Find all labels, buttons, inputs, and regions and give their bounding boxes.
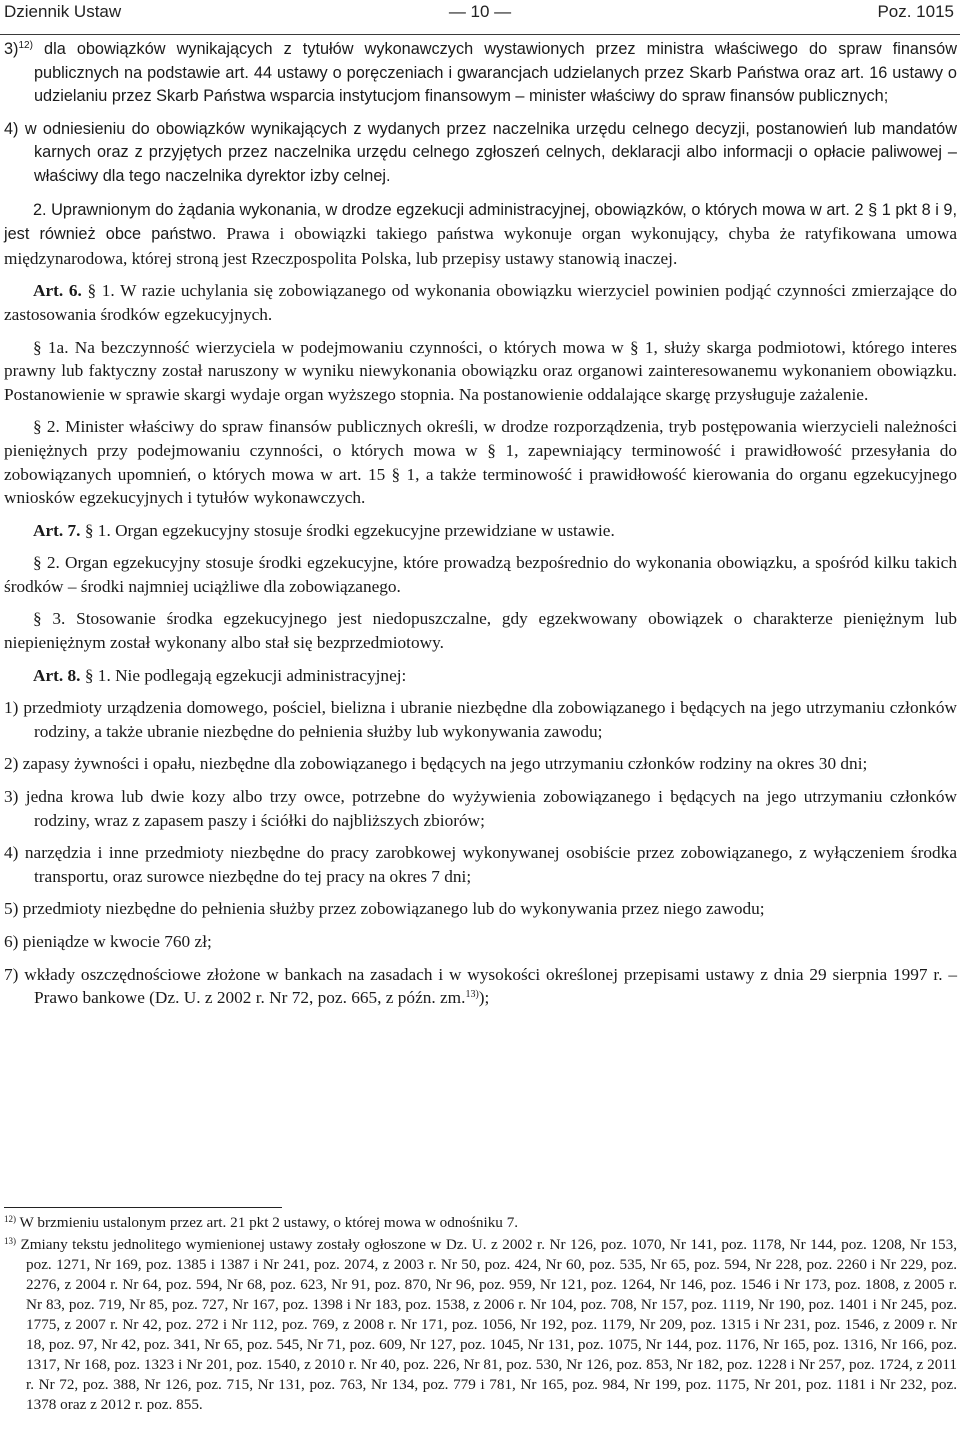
item-text: przedmioty niezbędne do pełnienia służby przez zobowiązanego lub do wykonywania przez niego zawodu; (18, 899, 765, 919)
footnote-13 (4, 1235, 957, 1415)
item-number: 5) (4, 899, 19, 919)
item-text: pieniądze w kwocie 760 zł; (18, 932, 212, 951)
item-text: przedmioty urządzenia domowego, pościel, bielizna i ubranie niezbędne dla zobowiązanego i będących na jego utrzymaniu członków rodziny, a także ubranie niezbędne do pełnienia służby lub wykonywania zawodu; (18, 698, 957, 741)
item-number: 6) (4, 932, 19, 951)
list-item (4, 841, 957, 888)
article-6 (4, 279, 957, 326)
list-item (4, 930, 957, 954)
article-label: Art. 8. (33, 665, 81, 685)
article-label: Art. 6. (33, 281, 82, 301)
paragraph-sec-2 (4, 198, 957, 271)
journal-title: Dziennik Ustaw (4, 2, 122, 21)
item-text: dla obowiązków wynikających z tytułów wykonawczych wystawionych przez ministra właściwego do spraw finansów publicznych na podstawie art. 44 ustawy o poręczeniach i gwarancjach udzielanych przez Skarb Państwa oraz art. 16 ustawy o udzielaniu przez Skarb Państwa wsparcia instytucjom finansowym – minister właściwy do spraw finansów publicznych; (32, 40, 957, 106)
item-text: zapasy żywności i opału, niezbędne dla zobowiązanego i będących na jego utrzymaniu członków rodziny na okres 30 dni; (18, 754, 868, 774)
list-item (4, 696, 957, 743)
list-item (4, 752, 957, 776)
sans-text: 2. Uprawnionym do żądania wykonania, w drodze egzekucji administracyjnej, obowiązków, o których mowa w art. 2 § 1 pkt 8 i 9, jest również obce państwo. (4, 200, 957, 244)
list-item (4, 897, 957, 921)
article-7-sec-3: § 3. Stosowanie środka egzekucyjnego jest niedopuszczalne, gdy egzekwowany obowiązek o charakterze pieniężnym lub niepieniężnym został wykonany albo stał się bezprzedmiotowy. (4, 609, 957, 653)
article-text: § 1. W razie uchylania się zobowiązanego od wykonania obowiązku wierzyciel powinien podjąć czynności zmierzające do zastosowania środków egzekucyjnych. (4, 281, 957, 324)
footnote-ref-12[interactable]: 12) (18, 40, 33, 51)
footnote-mark: 12) (4, 1214, 16, 1224)
main-text (4, 38, 957, 1019)
footnote-mark: 13) (4, 1236, 16, 1246)
position-number: Poz. 1015 (877, 2, 954, 21)
page-number: — 10 — (448, 2, 512, 21)
item-number: 2) (4, 754, 19, 774)
list-item (4, 785, 957, 832)
article-text: § 1. Organ egzekucyjny stosuje środki egzekucyjne przewidziane w ustawie. (80, 520, 615, 540)
item-text: wkłady oszczędnościowe złożone w bankach na zasadach i w wysokości określonej przepisami ustawy z dnia 29 sierpnia 1997 r. – Prawo bankowe (Dz. U. z 2002 r. Nr 72, poz. 665, z późn. zm. (18, 964, 957, 1008)
item-tail: ); (478, 988, 490, 1008)
item-text: jedna krowa lub dwie kozy albo trzy owce, potrzebne do wyżywienia zobowiązanego i będących na jego utrzymaniu członków rodziny, wraz z zapasem paszy i ściółki do najbliższych zbiorów; (18, 787, 957, 830)
paragraph-item-3 (4, 38, 957, 109)
footnote-text: Zmiany tekstu jednolitego wymienionej ustawy zostały ogłoszone w Dz. U. z 2002 r. Nr 126, poz. 1070, Nr 141, poz. 1178, Nr 144, poz. 1208, Nr 153, poz. 1271, Nr 169, poz. 1385 i 1387 i Nr 241, poz. 2074, z 2003 r. Nr 50, poz. 424, Nr 60, poz. 535, Nr 65, poz. 594, Nr 228, poz. 2260 i Nr 229, poz. 2276, z 2004 r. Nr 64, poz. 594, Nr 68, poz. 623, Nr 91, poz. 870, Nr 96, poz. 959, Nr 121, poz. 1264, Nr 146, poz. 1546 i Nr 173, poz. 1808, z 2005 r. Nr 83, poz. 719, Nr 85, poz. 727, Nr 167, poz. 1398 i Nr 183, poz. 1538, z 2006 r. Nr 104, poz. 708, Nr 157, poz. 1119, Nr 190, poz. 1401 i Nr 245, poz. 1775, z 2007 r. Nr 42, poz. 272 i Nr 112, poz. 769, z 2008 r. Nr 171, poz. 1056, Nr 192, poz. 1179, Nr 209, poz. 1315 i Nr 231, poz. 1546, z 2009 r. Nr 18, poz. 97, Nr 42, poz. 341, Nr 65, poz. 545, Nr 71, poz. 609, Nr 127, poz. 1045, Nr 131, poz. 1075, Nr 144, poz. 1176, Nr 165, poz. 1316, Nr 166, poz. 1317, Nr 168, poz. 1323 i Nr 201, poz. 1540, z 2010 r. Nr 40, poz. 226, Nr 81, poz. 530, Nr 126, poz. 853, Nr 182, poz. 1228 i Nr 257, poz. 1724, z 2011 r. Nr 72, poz. 388, Nr 126, poz. 715, Nr 131, poz. 763, Nr 134, poz. 779 i 781, Nr 165, poz. 984, Nr 199, poz. 1175, Nr 201, poz. 1181 i Nr 232, poz. 1378 oraz z 2012 r. poz. 855. (16, 1236, 957, 1413)
footnotes (4, 1213, 957, 1417)
article-text: § 1. Nie podlegają egzekucji administracyjnej: (80, 665, 407, 685)
article-6-sec-2: § 2. Minister właściwy do spraw finansów publicznych określi, w drodze rozporządzenia, tryb postępowania wierzycieli należności pieniężnych przy podejmowaniu czynności, o których mowa w § 1, zapewniający terminowość i prawidłowość przesyłania do zobowiązanych upomnień, o których mowa w art. 15 § 1, a także terminowość i prawidłowość kierowania do organu egzekucyjnego wniosków egzekucyjnych i tytułów wykonawczych. (4, 417, 957, 508)
item-number: 1) (4, 698, 19, 718)
article-6-sec-1a: § 1a. Na bezczynność wierzyciela w podejmowaniu czynności, o których mowa w § 1, służy skarga podmiotowi, którego interes prawny lub faktyczny został naruszony w wyniku niewykonania obowiązku oraz organowi zainteresowanemu wykonaniem obowiązku. Postanowienie w sprawie skargi wydaje organ wyższego stopnia. Na postanowienie oddalające skargę przysługuje zażalenie. (4, 337, 957, 404)
item-text: w odniesieniu do obowiązków wynikających z wydanych przez naczelnika urzędu celnego decyzji, postanowień lub mandatów karnych oraz z przyjętych przez naczelnika urzędu celnego zgłoszeń celnych, deklaracji albo informacji o opłacie paliwowej – właściwy dla tego naczelnika dyrektor izby celnej. (18, 119, 957, 185)
item-number: 7) (4, 964, 19, 984)
footnote-text: W brzmieniu ustalonym przez art. 21 pkt 2 ustawy, o której mowa w odnośniku 7. (16, 1214, 519, 1231)
serif-text: Prawa i obowiązki takiego państwa wykonuje organ wykonujący, chyba że ratyfikowana umowa międzynarodowa, której stroną jest Rzeczpospolita Polska, lub przepisy ustawy stanowią inaczej. (4, 224, 957, 268)
item-number: 4) (4, 843, 19, 863)
item-text: narzędzia i inne przedmioty niezbędne do pracy zarobkowej wykonywanej osobiście przez zobowiązanego, z wyłączeniem środka transportu, oraz surowce niezbędne do tej pracy na okres 7 dni; (18, 843, 957, 886)
article-7 (4, 519, 957, 543)
footnote-ref-13[interactable]: 13) (465, 989, 479, 1001)
article-label: Art. 7. (33, 520, 81, 540)
footnote-divider (4, 1207, 282, 1208)
item-number: 3) (4, 787, 19, 807)
article-8 (4, 664, 957, 688)
list-item (4, 963, 957, 1010)
footnote-12 (4, 1213, 957, 1233)
paragraph-item-4 (4, 118, 957, 189)
page-header (0, 0, 960, 35)
article-7-sec-2: § 2. Organ egzekucyjny stosuje środki egzekucyjne, które prowadzą bezpośrednio do wykonania obowiązku, a spośród kilku takich środków – środki najmniej uciążliwe dla zobowiązanego. (4, 553, 957, 596)
item-number: 4) (4, 119, 19, 138)
item-number: 3) (4, 40, 19, 58)
